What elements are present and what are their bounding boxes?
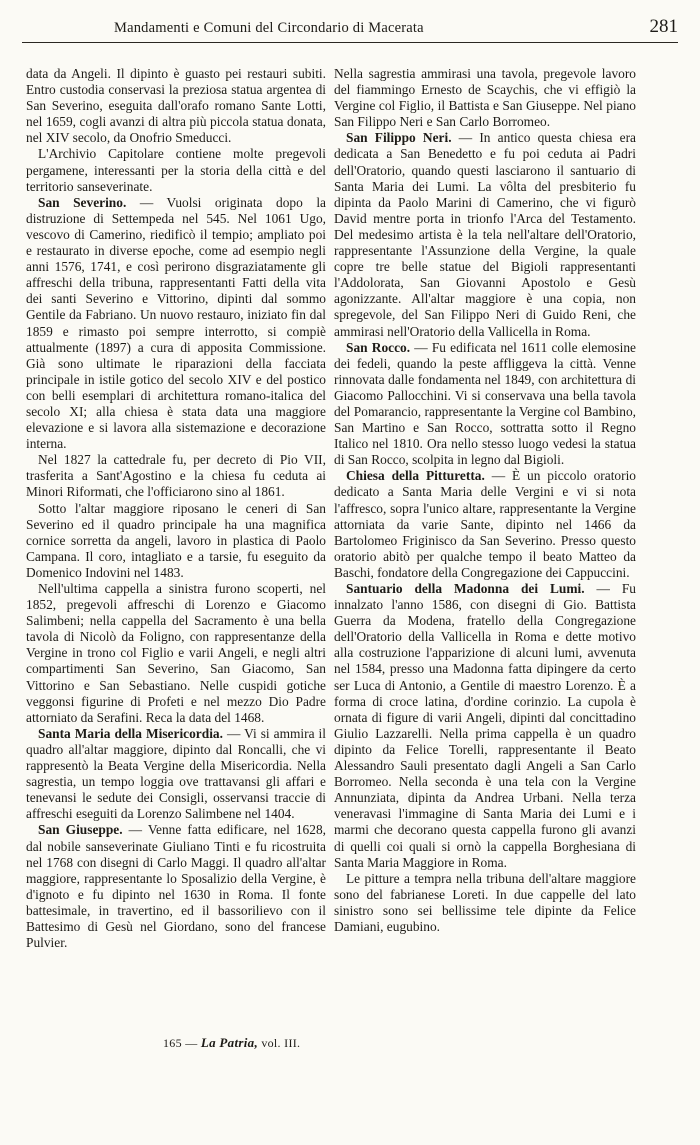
left-column (26, 66, 326, 951)
paragraph: L'Archivio Capitolare contiene molte pregevoli pergamene, interessanti per la storia della città e del territorio sanseverinate. (26, 146, 326, 194)
section-heading: San Rocco. (346, 339, 411, 355)
paragraph: Nell'ultima cappella a sinistra furono scoperti, nel 1852, pregevoli affreschi di Lorenzo e Giacomo Salimbeni; nella cappella del Sacramento è una bella tavola di Nicolò da Foligno, con rappresentanze della Vergine in trono col Figlio e varii Angeli, e negli altri compartimenti San Severino, San Giacomo, San Vittorino e San Sebastiano. Nelle cuspidi gotiche veggonsi figurine di Profeti e nel mezzo Dio Padre attorniato da Serafini. Reca la data del 1468. (26, 581, 326, 725)
section-paragraph: Chiesa della Pitturetta. — È un piccolo oratorio dedicato a Santa Maria delle Vergini e vi si nota l'affresco, sopra l'unico altare, rappresentante la Vergine attorniata da varie Sante, dipinto nel 1466 da Bartolomeo Friginisco da San Severino. Presso questo oratorio abitò per qualche tempo il beato Matteo da Baschi, fondatore della Congregazione dei Cappuccini. (334, 468, 636, 580)
volume-label: vol. III. (261, 1036, 301, 1050)
section-heading: San Filippo Neri. (346, 130, 452, 146)
section-paragraph: San Filippo Neri. — In antico questa chiesa era dedicata a San Benedetto e fu poi ceduta ai Padri dell'Oratorio, quando questi lasciarono il santuario di Santa Maria dei Lumi. La vôlta del presbiterio fu dipinta da Paolo Marini di Camerino, che vi figurò David mentre porta in trionfo l'Arca del Testamento. Del medesimo artista è la tela nell'altare dell'Oratorio, rappresentante l'Assunzione della Vergine, la quale copre tre belle statue del Bigioli rappresentanti l'Addolorata, San Giovanni Apostolo e Gesù agonizzante. All'altar maggiore è una copia, non spregevole, del San Filippo Neri di Guido Reni, che ammirasi nell'Oratorio della Vallicella in Roma. (334, 130, 636, 339)
footer-dash: — (185, 1036, 198, 1050)
paragraph: Nella sagrestia ammirasi una tavola, pregevole lavoro del fiammingo Ernesto de Scaychis, che vi effigiò la Vergine col Figlio, il Battista e San Giuseppe. Nel piano San Filippo Neri e San Carlo Borromeo. (334, 66, 636, 130)
page-footer (163, 1035, 300, 1051)
paragraph: Nel 1827 la cattedrale fu, per decreto di Pio VII, trasferita a Sant'Agostino e la chiesa fu ceduta ai Minori Riformati, che l'officiarono sino al 1861. (26, 452, 326, 500)
section-paragraph: Santa Maria della Misericordia. — Vi si ammira il quadro all'altar maggiore, dipinto dal Roncalli, che vi rappresentò la Beata Vergine della Misericordia. Nella sagrestia, un tempo loggia ove trattavansi gli affari e tenevansi le sedute dei Consigli, osservansi traccie di affreschi eseguiti da Lorenzo Salimbene nel 1404. (26, 725, 326, 822)
section-paragraph: San Rocco. — Fu edificata nel 1611 colle elemosine dei fedeli, quando la peste affliggeva la città. Venne rinnovata dalle fondamenta nel 1849, con architettura di Giacomo Pallocchini. Vi si conservava una bella tavola del Pomarancio, rappresentante la Vergine col Bambino, San Martino e San Rocco, sottratta sotto il Regno Italico nel 1810. Ora nello stesso luogo vedesi la statua di San Rocco, scolpita in legno dal Bigioli. (334, 339, 636, 468)
section-paragraph: San Giuseppe. — Venne fatta edificare, nel 1628, dal nobile sanseverinate Giuliano Tinti e fu ricostruita nel 1768 con disegni di Carlo Maggi. Il quadro all'altar maggiore, rappresentante lo Sposalizio della Vergine, è d'ignoto e fu dipinto nel 1630 in Roma. Il fonte battesimale, in travertino, ed il bassorilievo con il Battesimo di Gesù nel Giordano, sono del francese Pulvier. (26, 822, 326, 951)
right-column (334, 66, 636, 935)
paragraph: Sotto l'altar maggiore riposano le ceneri di San Severino ed il quadro principale ha una magnifica cornice sorretta da angeli, lavoro in plastica di Paolo Campana. Il coro, intagliato e a tarsie, fu eseguito da Domenico Indovini nel 1483. (26, 500, 326, 580)
page-number: 281 (649, 16, 678, 37)
magazine-title: La Patria, (200, 1035, 259, 1050)
paragraph: Le pitture a tempra nella tribuna dell'altare maggiore sono del fabrianese Loreti. In due cappelle del lato sinistro sono sei bellissime tele dipinte da Felice Damiani, eugubino. (334, 870, 636, 934)
section-heading: Santuario della Madonna dei Lumi. (346, 581, 585, 596)
section-paragraph: Santuario della Madonna dei Lumi. — Fu innalzato l'anno 1586, con disegni di Gio. Battista Guerra da Modena, fratello della Congregazione dell'Oratorio della Vallicella in Roma e dette motivo alla costruzione l'apparizione di alcuni lumi, avvenuta nel 1584, presso una Madonna fatta dipingere da certo ser Luca di Antonio, a Gentile di maestro Lorenzo. È a forma di croce latina, d'ordine corinzio. La cupola è ornata di figure di varii Angeli, dipinti dal concittadino Giulio Lazzarelli. Nella prima cappella è un quadro dipinto da Felice Torelli, rappresentante il Beato Alessandro Sauli presentato dagli Angeli a San Carlo Borromeo. Nella seconda è una tela con la Vergine Annunziata, dipinta da Andrea Urbani. Nella terza veneravasi l'immagine di Santa Maria dei Lumi e i marmi che decorano questa cappella furono gli avanzi di quelli coi quali si ornò la cappella Borghesiana di Santa Maria Maggiore in Roma. (334, 581, 636, 870)
section-heading: Santa Maria della Misericordia. (38, 725, 223, 741)
running-title: Mandamenti e Comuni del Circondario di Macerata (114, 20, 424, 36)
section-heading: Chiesa della Pitturetta. (346, 468, 485, 484)
paragraph: data da Angeli. Il dipinto è guasto pei restauri subiti. Entro custodia conservasi la preziosa statua argentea di San Severino, eseguita dall'orafo romano Sante Lotti, nel 1659, cogli avanzi di altra più piccola statua donata, nel XIV secolo, da Onofrio Smeducci. (26, 66, 326, 146)
section-paragraph: San Severino. — Vuolsi originata dopo la distruzione di Settempeda nel 545. Nel 1061 Ugo, vescovo di Camerino, riedificò il tempio; ampliato poi e restaurato in diverse epoche, come ad esempio negli anni 1576, 1741, e così perirono disgraziatamente gli affreschi della tribuna, rappresentanti Fatti della vita dei santi Severino e Vittorino, dipinti dal sommo Gentile da Fabriano. Un nuovo restauro, iniziato fin dal 1859 e rimasto poi sempre interrotto, si compiè attualmente (1897) a cura di apposita Commissione. Già sono ultimate le riparazioni della facciata principale in istile gotico del secolo XIV e del postico con belli esemplari di architettura romano-italica del secolo XI; alla chiesa è stata data una maggiore elevazione e si lavora alla sistemazione e decorazione interna. (26, 194, 326, 452)
signature-mark: 165 (163, 1036, 182, 1050)
section-heading: San Severino. (38, 194, 127, 210)
page-header (22, 14, 678, 43)
section-heading: San Giuseppe. (38, 822, 123, 838)
